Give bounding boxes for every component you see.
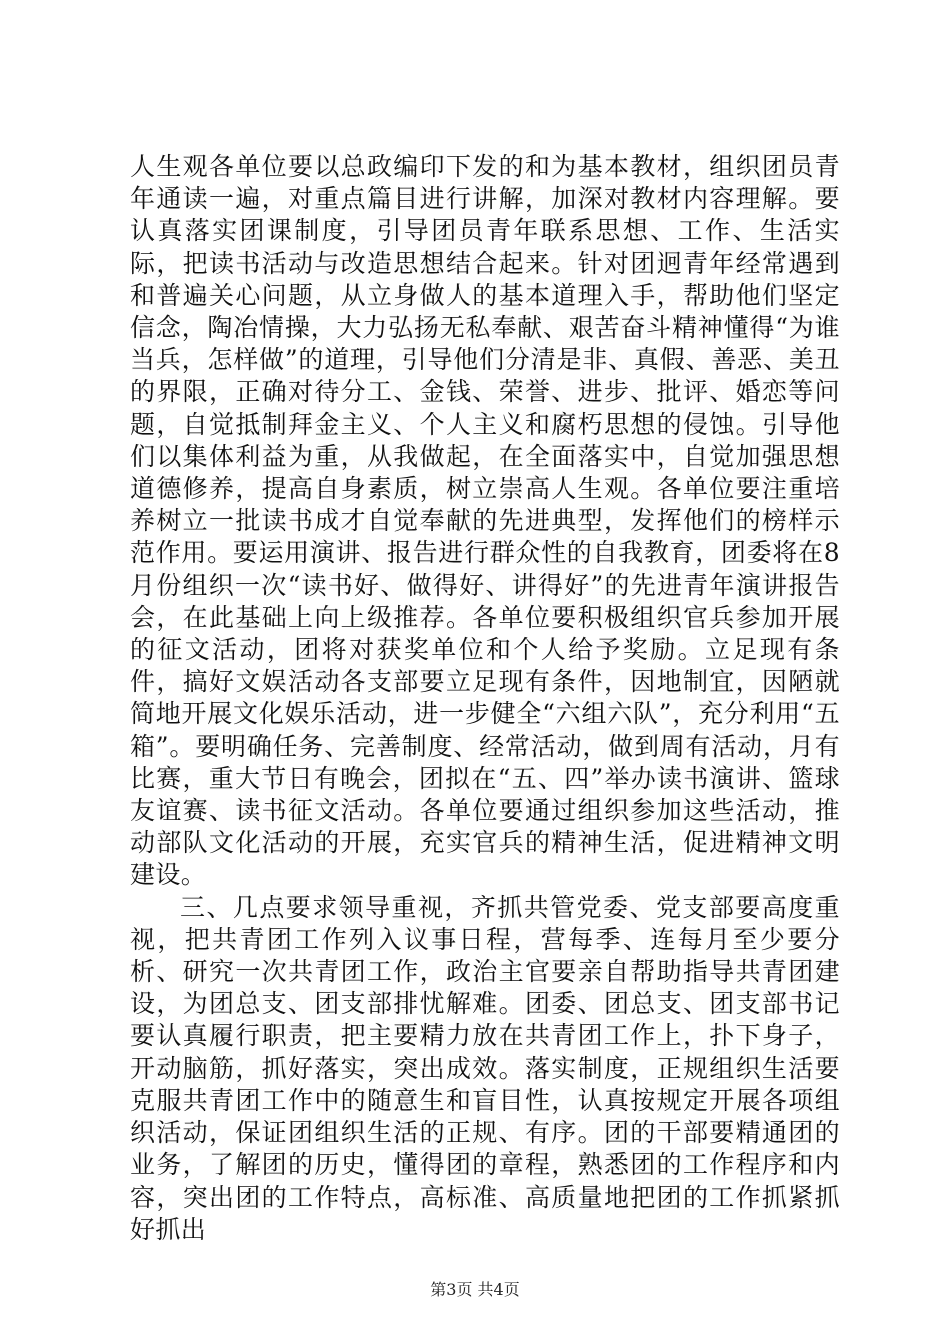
document-body xyxy=(130,151,840,1246)
body-paragraph-continuation: 人生观各单位要以总政编印下发的和为基本教材，组织团员青年通读一遍，对重点篇目进行讲解，加深对教材内容理解。要认真落实团课制度，引导团员青年联系思想、工作、生活实际，把读书活动与改造思想结合起来。针对团迥青年经常遇到和普遍关心问题，从立身做人的基本道理入手，帮助他们坚定信念，陶冶情操，大力弘扬无私奉献、艰苦奋斗精神懂得“为谁当兵，怎样做”的道理，引导他们分清是非、真假、善恶、美丑的界限，正确对待分工、金钱、荣誉、进步、批评、婚恋等问题，自觉抵制拜金主义、个人主义和腐朽思想的侵蚀。引导他们以集体利益为重，从我做起，在全面落实中，自觉加强思想道德修养，提高自身素质，树立崇高人生观。各单位要注重培养树立一批读书成才自觉奉献的先进典型，发挥他们的榜样示范作用。要运用演讲、报告进行群众性的自我教育，团委将在8月份组织一次“读书好、做得好、讲得好”的先进青年演讲报告会，在此基础上向上级推荐。各单位要积极组织官兵参加开展的征文活动，团将对获奖单位和个人给予奖励。立足现有条件，搞好文娱活动各支部要立足现有条件，因地制宜，因陋就简地开展文化娱乐活动，进一步健全“六组六队”，充分利用“五箱”。要明确任务、完善制度、经常活动，做到周有活动，月有比赛，重大节日有晚会，团拟在“五、四”举办读书演讲、篮球友谊赛、读书征文活动。各单位要通过组织参加这些活动，推动部队文化活动的开展，充实官兵的精神生活，促进精神文明建设。 xyxy=(130,152,840,890)
body-paragraph-requirements: 三、几点要求领导重视，齐抓共管党委、党支部要高度重视，把共青团工作列入议事日程，营每季、连每月至少要分析、研究一次共青团工作，政治主官要亲自帮助指导共青团建设，为团总支、团支部排忧解难。团委、团总支、团支部书记要认真履行职责，把主要精力放在共青团工作上，扑下身子，开动脑筋，抓好落实，突出成效。落实制度，正规组织生活要克服共青团工作中的随意生和盲目性，认真按规定开展各项组织活动，保证团组织生活的正规、有序。团的干部要精通团的业务，了解团的历史，懂得团的章程，熟悉团的工作程序和内容，突出团的工作特点，高标准、高质量地把团的工作抓紧抓好抓出 xyxy=(130,892,840,1244)
page-number-footer: 第3页 共4页 xyxy=(430,1280,520,1299)
